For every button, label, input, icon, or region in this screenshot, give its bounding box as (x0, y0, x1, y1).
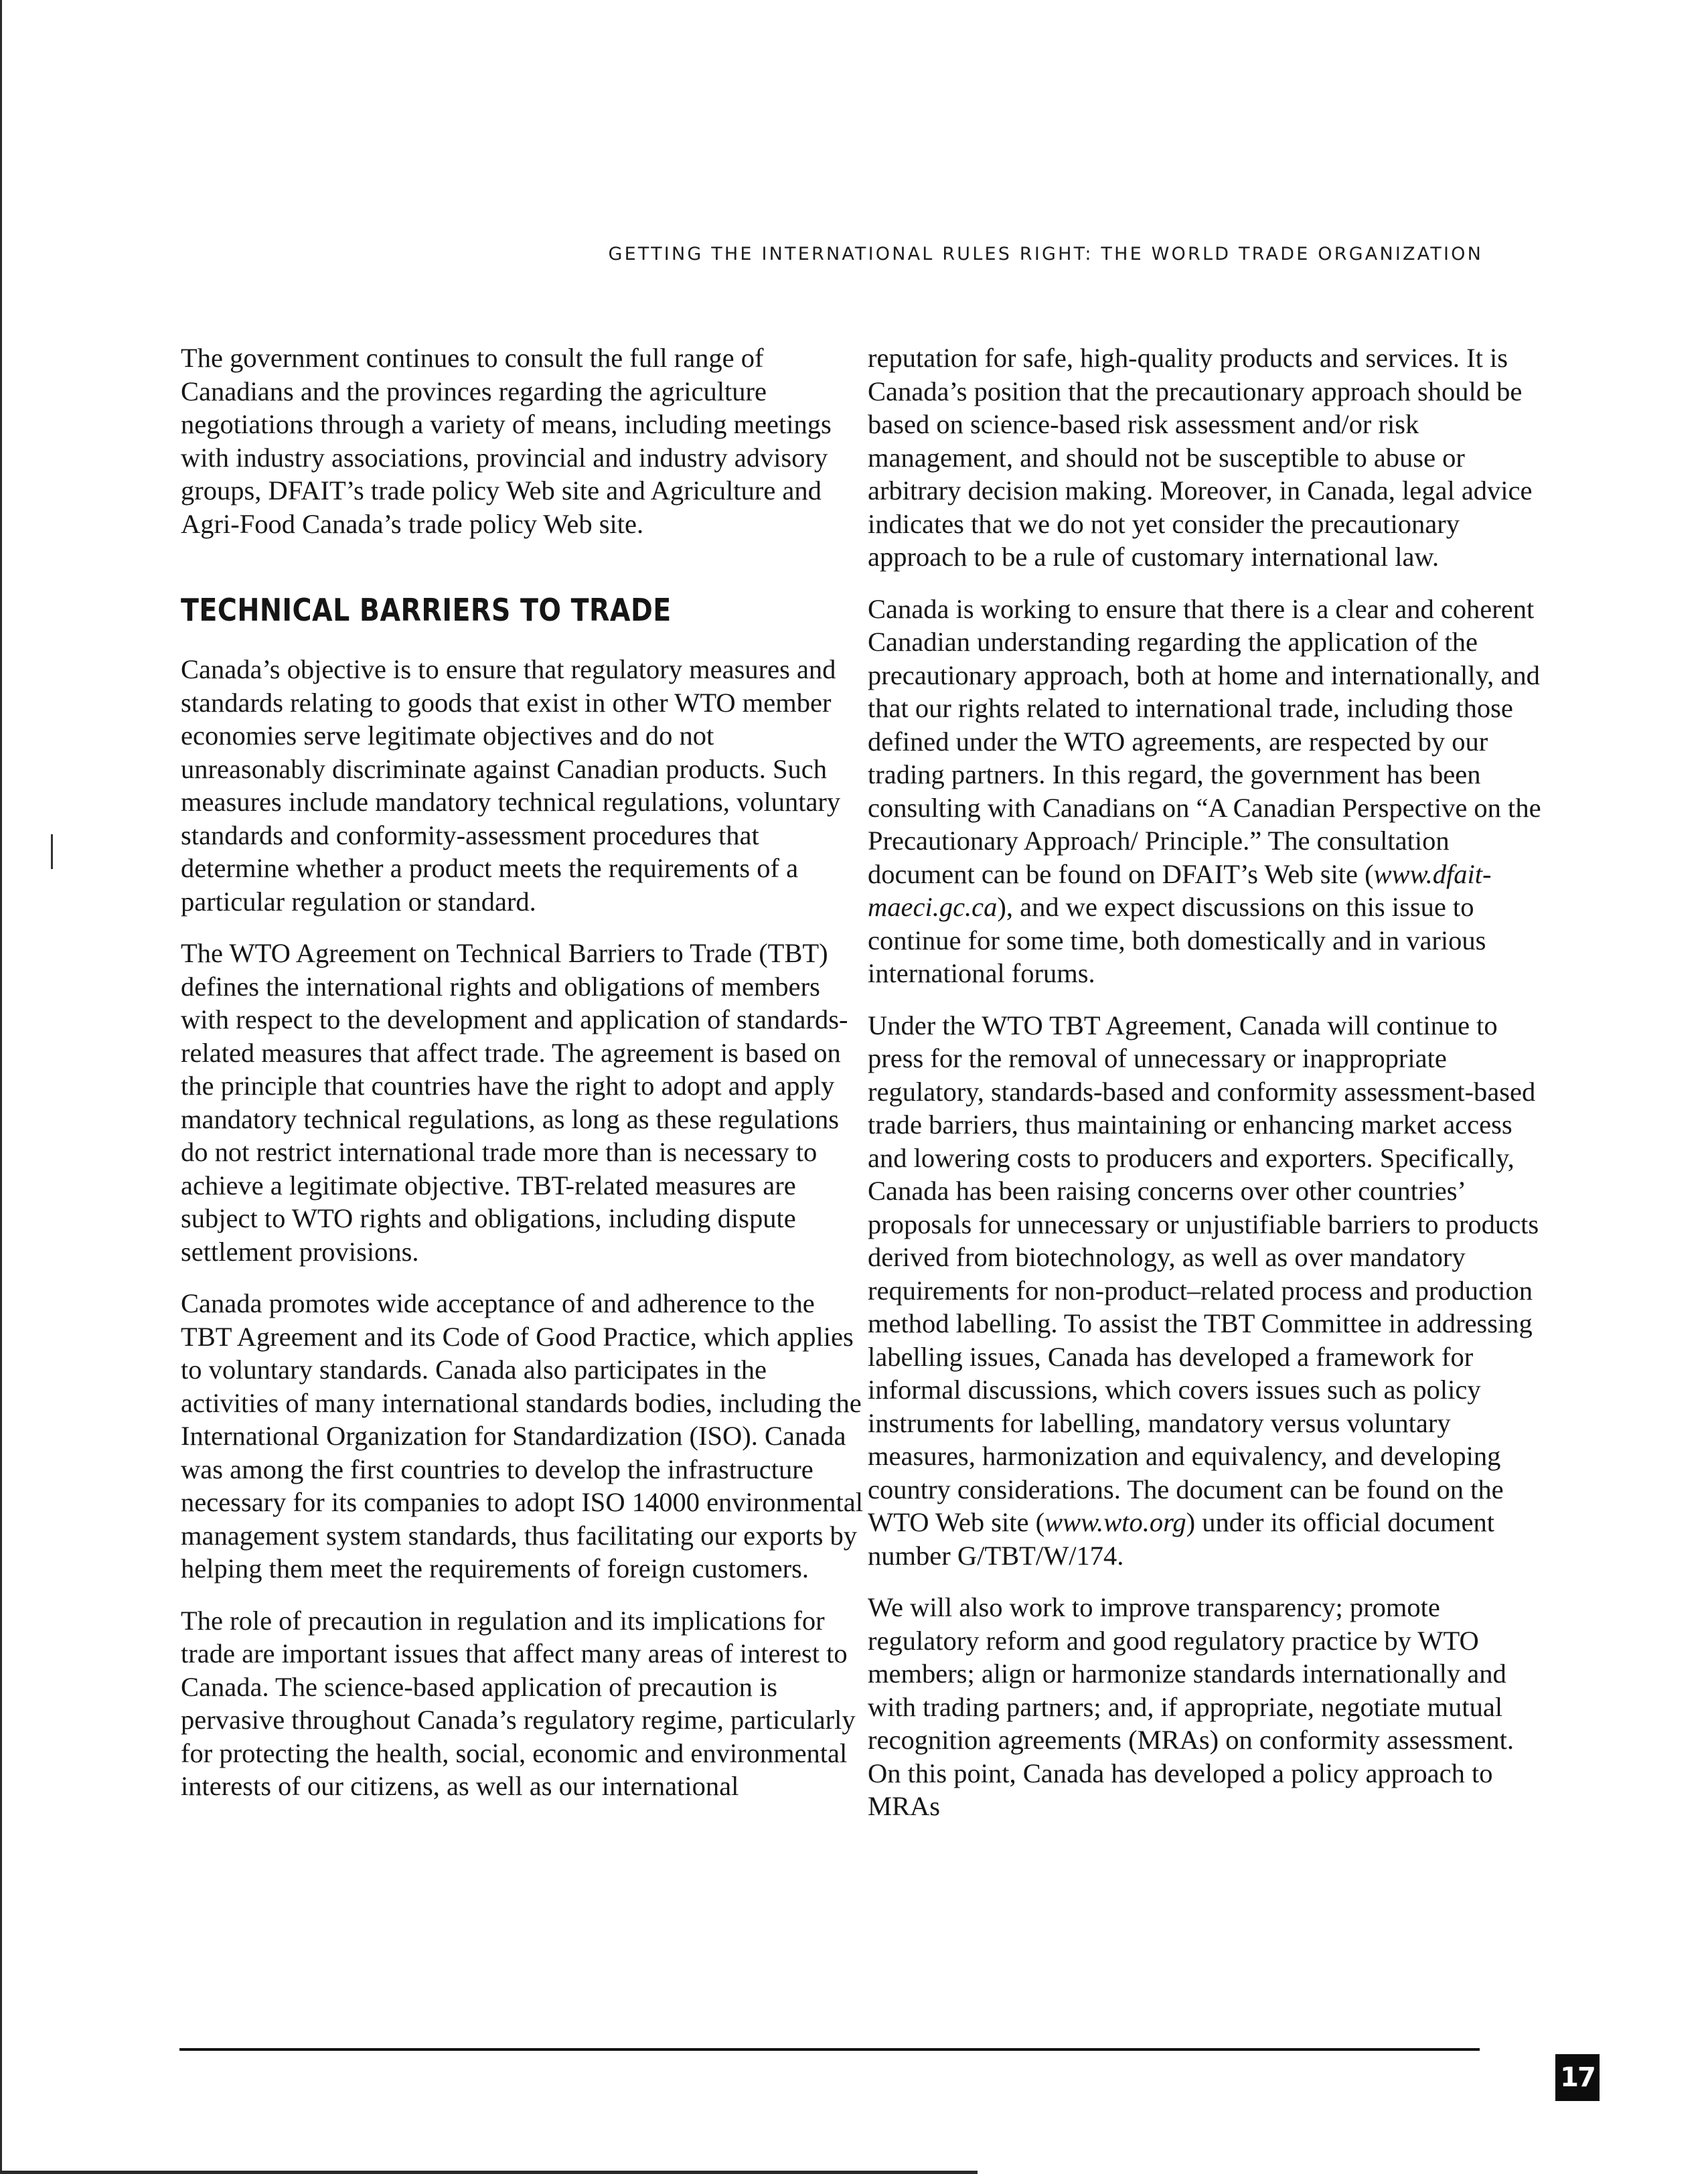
scan-mark (51, 834, 53, 869)
page-number: 17 (1555, 2054, 1600, 2101)
paragraph-text: ), and we expect discussions on this issue to continue for some time, both domestically and in various international forums. (868, 892, 1486, 988)
body-paragraph: The role of precaution in regulation and its implications for trade are important issues that affect many areas of interest to Canada. The science-based application of precaution is pervasive throughout Canada’s regulatory regime, particularly for protecting the health, social, economic and environmental interests of our citizens, as well as our international (181, 1605, 856, 1801)
section-heading: TECHNICAL BARRIERS TO TRADE (181, 592, 672, 628)
body-paragraph: reputation for safe, high-quality products and services. It is Canada’s position that the precautionary approach should be based on science-based risk assessment and/or risk management, and should not be susceptible to abuse or arbitrary decision making. Moreover, in Canada, legal advice indicates that we do not yet consider the precautionary approach to be a rule of customary international law. (868, 343, 1533, 572)
footer-rule (179, 2048, 1480, 2051)
scan-edge-bottom (0, 2171, 978, 2174)
paragraph-text: Under the WTO TBT Agreement, Canada will continue to press for the removal of unnecessary or inappropriate regulatory, standards-based and conformity assessment-based trade barriers, thus maintaining or enhancing market access and lowering costs to producers and exporters. Specifically, Canada has been raising concerns over other countries’ proposals for unnecessary or unjustifiable barriers to products derived from biotechnology, as well as over mandatory requirements for non-product–related process and production method labelling. To assist the TBT Committee in addressing labelling issues, Canada has developed a framework for informal discussions, which covers issues such as policy instruments for labelling, mandatory versus voluntary measures, harmonization and equivalency, and developing country considerations. The document can be found on the WTO Web site ( (868, 1010, 1539, 1537)
paragraph-text: Canada is working to ensure that there is a clear and coherent Canadian understanding regarding the application of the precautionary approach, both at home and internationally, and that our rights related to international trade, including those defined under the WTO agreements, are respected by our trading partners. In this regard, the government has been consulting with Canadians on “A Canadian Perspective on the Precautionary Approach/ Principle.” The consultation document can be found on DFAIT’s Web site ( (868, 593, 1541, 889)
running-header: GETTING THE INTERNATIONAL RULES RIGHT: THE WORLD TRADE ORGANIZATION (608, 244, 1483, 264)
body-paragraph (868, 593, 1551, 990)
body-paragraph: The WTO Agreement on Technical Barriers to Trade (TBT) defines the international rights and obligations of members with respect to the development and application of standards-related measures that affect trade. The agreement is based on the principle that countries have the right to adopt and apply mandatory technical regulations, as long as these regulations do not restrict international trade more than is necessary to achieve a legitimate objective. TBT-related measures are subject to WTO rights and obligations, including dispute settlement provisions. (181, 938, 848, 1267)
body-paragraph: We will also work to improve transparency; promote regulatory reform and good regulatory practice by WTO members; align or harmonize standards internationally and with trading partners; and, if appropriate, negotiate mutual recognition agreements (MRAs) on conformity assessment. On this point, Canada has developed a policy approach to MRAs (868, 1592, 1515, 1821)
body-paragraph: Canada’s objective is to ensure that regulatory measures and standards relating to goods that exist in other WTO member economies serve legitimate objectives and do not unreasonably discriminate against Canadian products. Such measures include mandatory technical regulations, voluntary standards and conformity-assessment procedures that determine whether a product meets the requirements of a particular regulation or standard. (181, 654, 841, 917)
scan-edge-left (0, 0, 2, 2174)
right-column (868, 341, 1551, 1842)
body-paragraph (868, 1009, 1551, 1573)
paragraph-text: ) under its official document number G/TBT/W/174. (868, 1507, 1494, 1571)
web-address: www.dfait-maeci.gc.ca (868, 858, 1492, 922)
body-paragraph: Canada promotes wide acceptance of and adherence to the TBT Agreement and its Code of Good Practice, which applies to voluntary standards. Canada also participates in the activities of many international standards bodies, including the International Organization for Standardization (ISO). Canada was among the first countries to develop the infrastructure necessary for its companies to adopt ISO 14000 environmental management system standards, thus facilitating our exports by helping them meet the requirements of foreign customers. (181, 1288, 864, 1583)
intro-paragraph: The government continues to consult the full range of Canadians and the provinces regarding the agriculture negotiations through a variety of means, including meetings with industry associations, provincial and industry advisory groups, DFAIT’s trade policy Web site and Agriculture and Agri-Food Canada’s trade policy Web site. (181, 343, 832, 539)
left-column (181, 341, 864, 1822)
web-address: www.wto.org (1044, 1507, 1186, 1537)
